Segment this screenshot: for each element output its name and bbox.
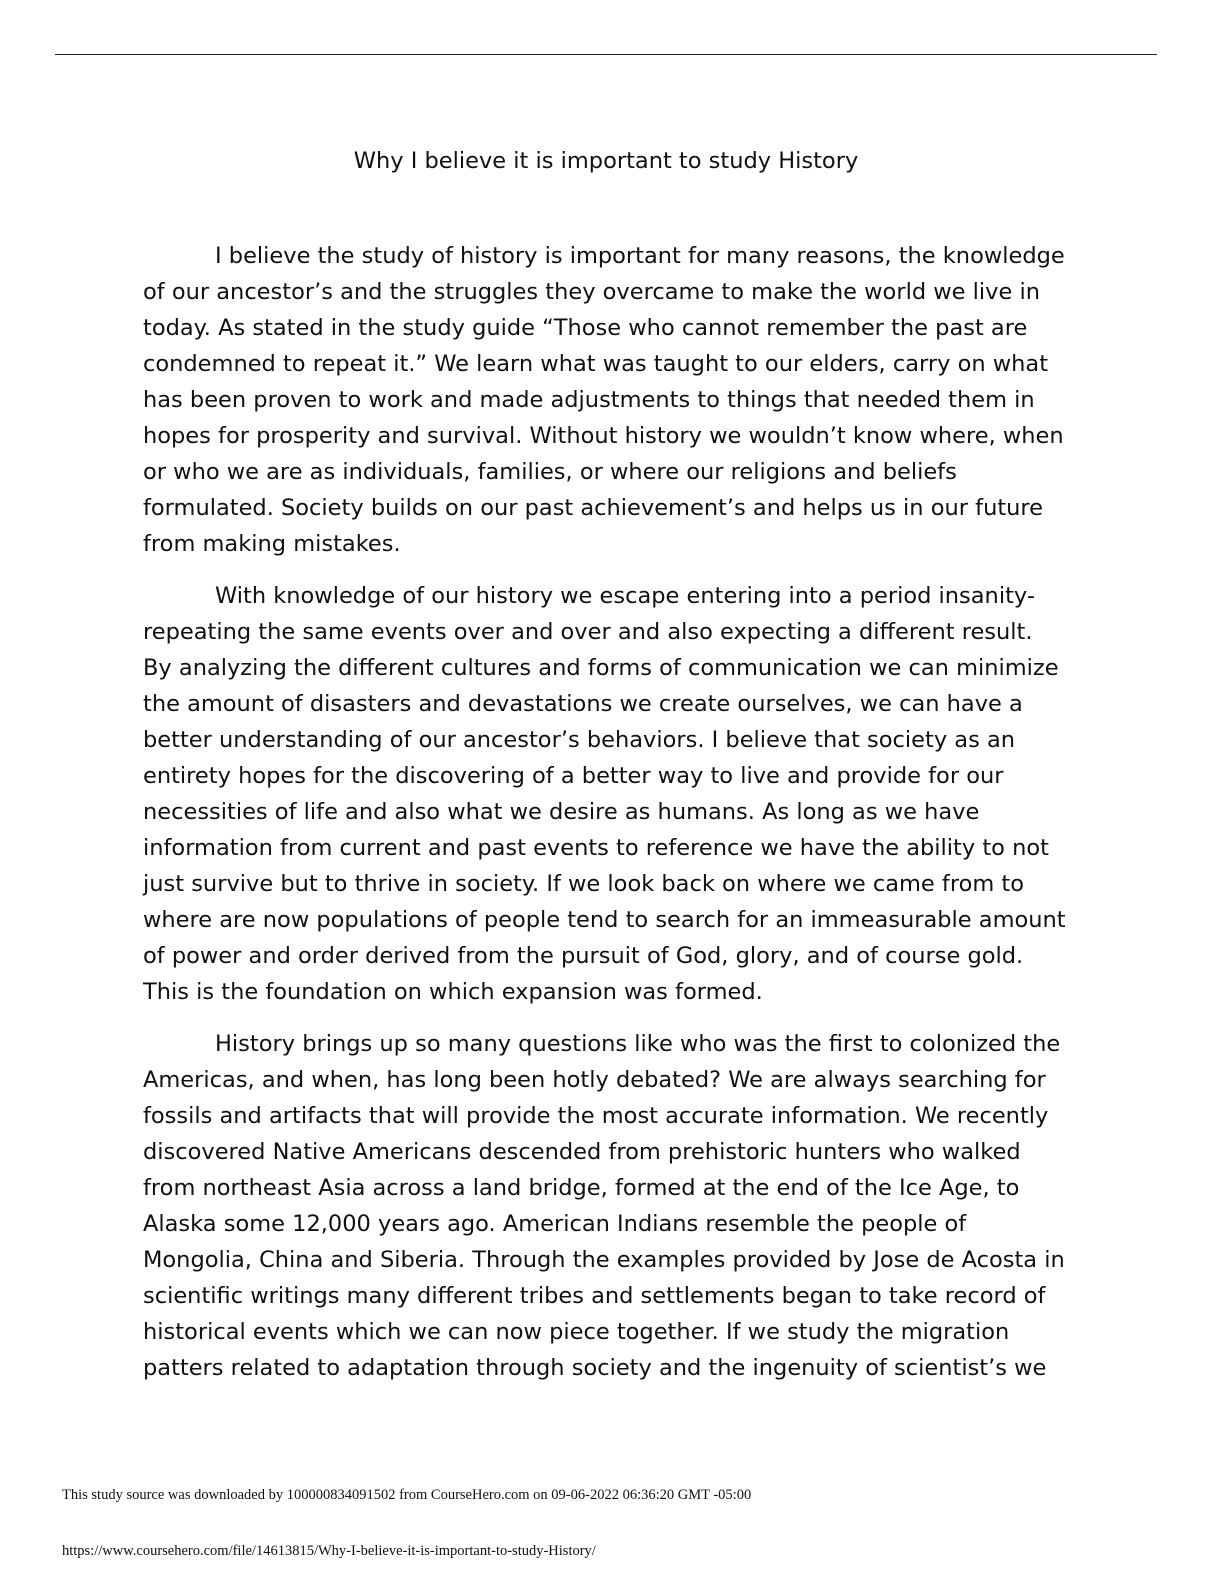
source-url-link[interactable]: https://www.coursehero.com/file/14613815/Why-I-believe-it-is-important-to-study-History/ [62,1543,596,1559]
download-source-note: This study source was downloaded by 100000834091502 from CourseHero.com on 09-06-2022 06:36:20 GMT -05:00 [62,1487,752,1503]
paragraph-1: I believe the study of history is important for many reasons, the knowledge of our ancestor’s and the struggles they overcame to make the world we live in today. As stated in the study guide “Those who cannot remember the past are condemned to repeat it.” We learn what was taught to our elders, carry on what has been proven to work and made adjustments to things that needed them in hopes for prosperity and survival. Without history we wouldn’t know where, when or who we are as individuals, families, or where our religions and beliefs formulated. Society builds on our past achievement’s and helps us in our future from making mistakes. [143,243,1065,557]
paragraph-3: History brings up so many questions like who was the first to colonized the Americas, and when, has long been hotly debated? We are always searching for fossils and artifacts that will provide the most accurate information. We recently discovered Native Americans descended from prehistoric hunters who walked from northeast Asia across a land bridge, formed at the end of the Ice Age, to Alaska some 12,000 years ago. American Indians resemble the people of Mongolia, China and Siberia. Through the examples provided by Jose de Acosta in scientific writings many different tribes and settlements began to take record of historical events which we can now piece together. If we study the migration patters related to adaptation through society and the ingenuity of scientist’s we [143,1031,1065,1381]
paragraph-2: With knowledge of our history we escape entering into a period insanity- repeating the same events over and over and also expecting a different result. By analyzing the different cultures and forms of communication we can minimize the amount of disasters and devastations we create ourselves, we can have a better understanding of our ancestor’s behaviors. I believe that society as an entirety hopes for the discovering of a better way to live and provide for our necessities of life and also what we desire as humans. As long as we have information from current and past events to reference we have the ability to not just survive but to thrive in society. If we look back on where we came from to where are now populations of people tend to search for an immeasurable amount of power and order derived from the pursuit of God, glory, and of course gold. This is the foundation on which expansion was formed. [143,583,1066,1005]
document-body [143,238,1068,1402]
document-title: Why I believe it is important to study History [353,148,859,174]
header-divider [55,54,1157,55]
